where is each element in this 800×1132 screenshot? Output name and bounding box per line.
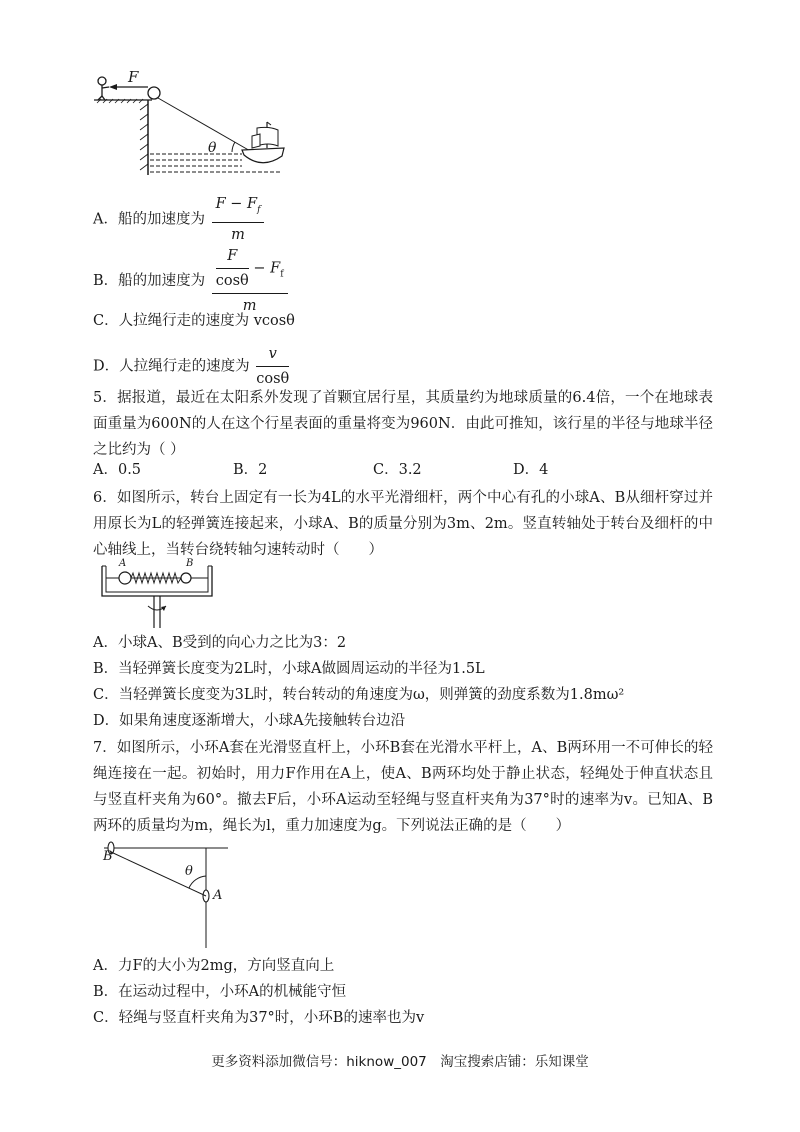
q6-option-c: C．当轻弹簧长度变为3L时，转台转动的角速度为ω，则弹簧的劲度系数为1.8mω² [93, 687, 625, 703]
q4-option-a-prefix: A．船的加速度为 [93, 211, 205, 228]
q7-option-a: A．力F的大小为2mg，方向竖直向上 [93, 958, 335, 974]
q7-angle-label: θ [185, 864, 193, 879]
q4-option-d-prefix: D．人拉绳行走的速度为 [93, 358, 250, 375]
q5-option-d: D．4 [513, 462, 549, 478]
q5-options [93, 459, 653, 481]
q7-option-c: C．轻绳与竖直杆夹角为37°时，小环B的速率也为v [93, 1010, 425, 1026]
q7-ring-a-label: A [213, 888, 223, 903]
q4-force-label: F [128, 68, 139, 86]
q7-option-b: B．在运动过程中，小环A的机械能守恒 [93, 984, 347, 1000]
page-footer: 更多资料添加微信号：hiknow_007 淘宝搜索店铺：乐知课堂 [211, 1054, 589, 1070]
q4-angle-label: θ [208, 140, 217, 156]
q4-option-b-prefix: B．船的加速度为 [93, 273, 206, 289]
q7-ring-b-label: B [103, 849, 113, 864]
q4-option-b [93, 245, 288, 317]
q6-ball-b-label: B [186, 558, 194, 569]
q6-stem: 6．如图所示，转台上固定有一长为4L的水平光滑细杆，两个中心有孔的小球A、B从细杆穿过并用原长为L的轻弹簧连接起来，小球A、B的质量分别为3m、2m。竖直转轴处于转台及细杆的中心轴线上，当转台绕转轴匀速转动时（ ） [93, 490, 713, 558]
q4-option-c: C．人拉绳行走的速度为 vcosθ [93, 313, 295, 329]
q7-stem: 7．如图所示，小环A套在光滑竖直杆上，小环B套在光滑水平杆上，A、B两环用一不可伸长的轻绳连接在一起。初始时，用力F作用在A上，使A、B两环均处于静止状态，轻绳处于伸直状态且与竖直杆夹角为60°。撤去F后，小环A运动至轻绳与竖直杆夹角为37°时的速率为v。已知A、B两环的质量均为m，绳长为l，重力加速度为g。下列说法正确的是（ ） [93, 740, 713, 834]
q6-turntable-figure [98, 562, 216, 630]
q5-stem: 5．据报道，最近在太阳系外发现了首颗宜居行星，其质量约为地球质量的6.4倍，一个在地球表面重量为600N的人在这个行星表面的重量将变为960N．由此可推知，该行星的半径与地球半径之比约为（ ） [93, 390, 713, 458]
q4-option-d-fraction: $\frac{v}{\cos\theta}$ [256, 343, 289, 390]
q6-option-d: D．如果角速度逐渐增大，小球A先接触转台边沿 [93, 713, 406, 729]
q6-option-b: B．当轻弹簧长度变为2L时，小球A做圆周运动的半径为1.5L [93, 661, 485, 677]
q6-option-a: A．小球A、B受到的向心力之比为3：2 [93, 635, 347, 651]
q4-option-d [93, 343, 289, 390]
q4-figure [92, 70, 292, 185]
q5-option-c: C．3.2 [373, 462, 422, 478]
q7-rings-figure [100, 838, 230, 950]
q6-ball-a-label: A [119, 558, 127, 569]
q5-option-a: A．0.5 [93, 462, 142, 478]
q4-option-b-fraction: $\frac{F}{\cos\theta}$ − $F_f$ m [212, 245, 288, 317]
q4-option-a [93, 193, 264, 246]
q4-option-a-fraction: $\frac{F - F_f}{m}$ [212, 193, 265, 246]
q5-option-b: B．2 [233, 462, 268, 478]
